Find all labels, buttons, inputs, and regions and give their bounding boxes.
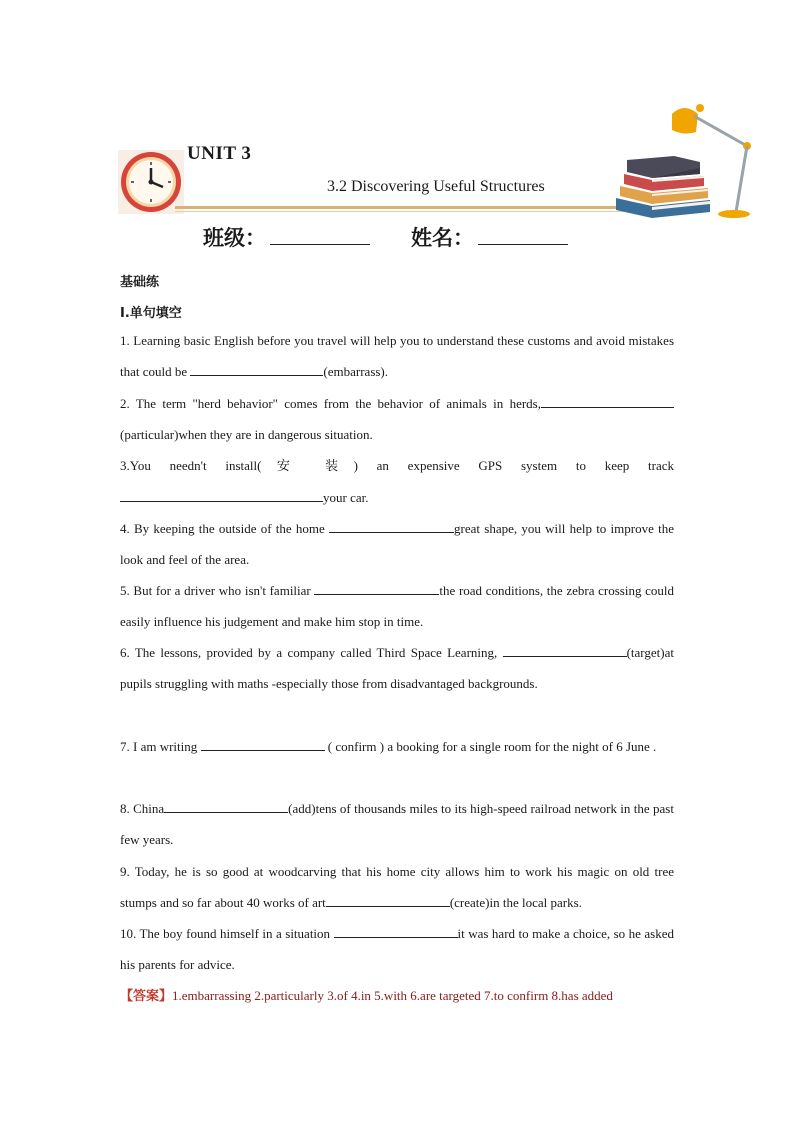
answer-blank[interactable] xyxy=(329,520,454,533)
class-input-line[interactable] xyxy=(270,224,370,245)
answer-blank[interactable] xyxy=(201,738,325,751)
class-label: 班级： xyxy=(203,226,266,250)
books-lamp-illustration xyxy=(612,98,757,222)
class-field xyxy=(203,222,370,252)
name-label: 姓名： xyxy=(411,226,474,250)
answer-blank[interactable] xyxy=(503,644,627,657)
answer-tag: 【答案】 xyxy=(120,989,173,1004)
answer-blank[interactable] xyxy=(541,395,674,408)
answer-blank[interactable] xyxy=(314,582,439,595)
clock-icon xyxy=(118,150,184,214)
question-3: 3.You needn't install(安 装) an expensive GPS system to keep track your car. xyxy=(120,458,674,505)
question-4: 4. By keeping the outside of the home great shape, you will help to improve the look and feel of the area. xyxy=(120,521,674,567)
answer-blank[interactable] xyxy=(334,925,458,938)
answer-blank[interactable] xyxy=(164,800,288,813)
unit-title: UNIT 3 xyxy=(187,143,252,164)
name-field xyxy=(411,222,568,252)
section-level: 基础练 xyxy=(120,275,160,290)
name-input-line[interactable] xyxy=(478,224,568,245)
question-9: 9. Today, he is so good at woodcarving that his home city allows him to work his magic on old tree stumps and so far about 40 works of art (create)in the local parks. xyxy=(120,864,674,910)
header-rule-thin xyxy=(175,211,625,212)
answer-key xyxy=(120,985,680,1008)
chinese-hint: 安 装 xyxy=(261,459,354,474)
answer-text: 1.embarrassing 2.particularly 3.of 4.in 5.with 6.are targeted 7.to confirm 8.has added xyxy=(172,988,613,1003)
answer-blank[interactable] xyxy=(120,489,323,502)
question-10: 10. The boy found himself in a situation it was hard to make a choice, so he asked his parents for advice. xyxy=(120,926,674,972)
header-rule xyxy=(175,206,625,209)
question-5: 5. But for a driver who isn't familiar the road conditions, the zebra crossing could easily influence his judgement and make him stop in time. xyxy=(120,583,674,629)
answer-blank[interactable] xyxy=(326,894,450,907)
answer-blank[interactable] xyxy=(190,363,323,376)
question-2: 2. The term "herd behavior" comes from the behavior of animals in herds,(particular)when they are in dangerous situation. xyxy=(120,388,674,450)
question-7: 7. I am writing ( confirm ) a booking for a single room for the night of 6 June . xyxy=(120,739,657,754)
question-6: 6. The lessons, provided by a company called Third Space Learning, (target)at pupils struggling with maths -especially those from disadvantaged backgrounds. xyxy=(120,645,674,691)
question-8: 8. China (add)tens of thousands miles to its high-speed railroad network in the past few years. xyxy=(120,801,674,847)
section-part: Ⅰ.单句填空 xyxy=(120,306,182,321)
question-1: 1. Learning basic English before you travel will help you to understand these customs and avoid mistakes that could be (embarrass). xyxy=(120,333,674,379)
lesson-subtitle: 3.2 Discovering Useful Structures xyxy=(327,178,545,195)
